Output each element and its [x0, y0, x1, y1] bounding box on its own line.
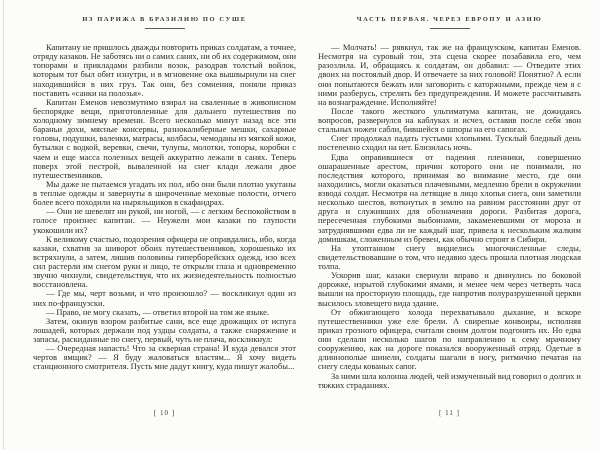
- page-number-right: [ 11 ]: [439, 409, 460, 417]
- paragraph: Капитан Еменов невозмутимо взирал на сваленные в живописном беспорядке вещи, приготовленные для дальнего путешествия по холодному зимнему времени. Всего несколько минут назад все эти бараньи дохи, мясные консервы, разнокалиберные мешки, сахарные головы, подушки, валенки, матрасы, колбасы, чемоданы из мягкой кожи, бутылки с водкой, веревки, свечи, тулупы, молотки, топоры, коробки с чаем и еще масса полезных вещей аккуратно лежали в санях. Теперь поверх этой пестрой, вываленной на снег клади лежали двое путешественников.: [33, 96, 296, 180]
- paragraph: Едва оправившиеся от падения пленники, совершенно ошарашенные арестом, причин которого они не понимали, но последствия которого, принимая во внимание место, где они находились, могли оказаться плачевными, медленно брели в окружении взвода солдат. Несмотря на летящие в лицо хлопья снега, они заметили несколько шестов, воткнутых в землю на равном расстоянии друг от друга и служивших для обозначения дороги. Разбитая дорога, пересеченная глубокими выбоинами, закаменевшими от мороза и затруднявшими едва ли не каждый шаг, привела к нескольким жалким домишкам, сложенным из бревен, как обычно строят в Сибири.: [318, 151, 581, 244]
- right-page: [318, 0, 581, 450]
- running-head-rule-left: [145, 28, 185, 29]
- paragraph: — Они не шевелят ни рукой, ни ногой, — с легким беспокойством в голосе произнес капитан. — Неужели мои казаки по глупости укокошили их?: [33, 206, 296, 235]
- paragraph: После такого жесткого ультиматума капитан, не дожидаясь вопросов, развернулся на каблуках и исчез, оставив после себя звон стальных ножен сабли, бившейся о шпоры на его сапогах.: [318, 105, 581, 135]
- page-number-left: [ 10 ]: [153, 409, 176, 417]
- paragraph: Снег продолжал падать густыми хлопьями. Тусклый бледный день постепенно сходил на нет. Близилась ночь.: [318, 133, 581, 153]
- running-head-left: ИЗ ПАРИЖА В БРАЗИЛИЮ ПО СУШЕ: [82, 16, 247, 23]
- right-page-body: [318, 43, 581, 390]
- paragraph: На утоптанном снегу виднелись многочисленные следы, свидетельствовавшие о том, что недавно здесь прошла плотная людская толпа.: [318, 242, 581, 271]
- paragraph: Ускорив шаг, казаки свернули вправо и двинулись по боковой дорожке, изрытой глубокими ямами, и менее чем через четверть часа вышли на просторную площадь, где напротив полуразрушенной церкви высилось зловещего вида здание.: [318, 270, 581, 308]
- paragraph: За ними шла колонна людей, чей измученный вид говорил о долгих и тяжких страданиях.: [318, 370, 581, 390]
- paragraph: — Молчать! — рявкнул, так же на французском, капитан Еменов. Несмотря на суровый тон, эта сцена скорее позабавила его, чем разозлила. И, обращаясь к солдатам, он добавил: — Отведите этих двоих на постоялый двор. И отвечаете за них головой! Понятно? А если они попытаются бежать или заговорить с каторжными, прежде чем я с ними разберусь, стрелять без предупреждения. И можете рассчитывать на вознаграждение. Исполняйте!: [318, 42, 581, 107]
- paragraph: — Где мы, черт возьми, и что произошло? — воскликнул один из них по-французски.: [33, 288, 296, 308]
- left-page: [33, 0, 296, 450]
- paragraph: Мы даже не пытаемся угадать их пол, ибо они были плотно укутаны в теплые одежды и завернуты в широченные меховые полости, отчего более всего походили на ныряльщиков в скафандрах.: [33, 178, 296, 208]
- paragraph: К великому счастью, подозрения офицера не оправдались, ибо, когда казаки, схватив за шиворот обоих путешественников, хорошенько их встряхнули, а затем, лишив половины гиперборейских одежд, изо всех сил растерли им снегом руки и лицо, те открыли глаза и одновременно звучно чихнули, свидетельствуя, что их жизнедеятельность полностью восстановлена.: [33, 233, 296, 290]
- paragraph: Капитану не пришлось дважды повторить приказ солдатам, а точнее, отряду казаков. Не заботясь ни о самих санях, ни об их содержимом, они топорами и прикладами разбили возок, разодрав толстый войлок, которым тот был обит изнутри, и в мгновение ока вышвырнули на снег находившийся в них груз. Так они, без сомнения, поняли приказ поставить «санки на полозья».: [33, 42, 296, 98]
- paragraph: Затем, окинув взором разбитые сани, все еще дрожащих от испуга лошадей, которых держали под уздцы солдаты, а также снаряжение и запасы, раскиданные по снегу, первый, чуть не плача, воскликнул:: [33, 315, 296, 344]
- running-head-rule-right: [430, 28, 470, 29]
- paragraph: — Право, не могу сказать, — ответил второй на том же языке.: [46, 306, 270, 317]
- paragraph: — Очередная напасть! Что за скверная страна! И куда девался этот чертов ямщик? — Я буду жаловаться властям... Я хочу видеть станционного смотрителя. Пусть мне дадут книгу, куда пишут жалобы...: [33, 343, 296, 372]
- paragraph: От обжигающего холода перехватывало дыхание, и вскоре путешественники уже еле брели. А свирепые конвоиры, исполняя приказ грозного офицера, считали своим долгом подгонять их. Но едва они сделали несколько шагов по направлению к сему мрачному сооружению, как на дороге показался вооруженный отряд. Одетые в длиннополые шинели, солдаты шагали в ногу, ритмично печатая на снегу следы кованых сапог.: [318, 306, 581, 372]
- running-head-right: ЧАСТЬ ПЕРВАЯ. ЧЕРЕЗ ЕВРОПУ И АЗИЮ: [356, 16, 543, 23]
- left-page-body: [33, 43, 296, 372]
- page-edge-line: [3, 0, 4, 450]
